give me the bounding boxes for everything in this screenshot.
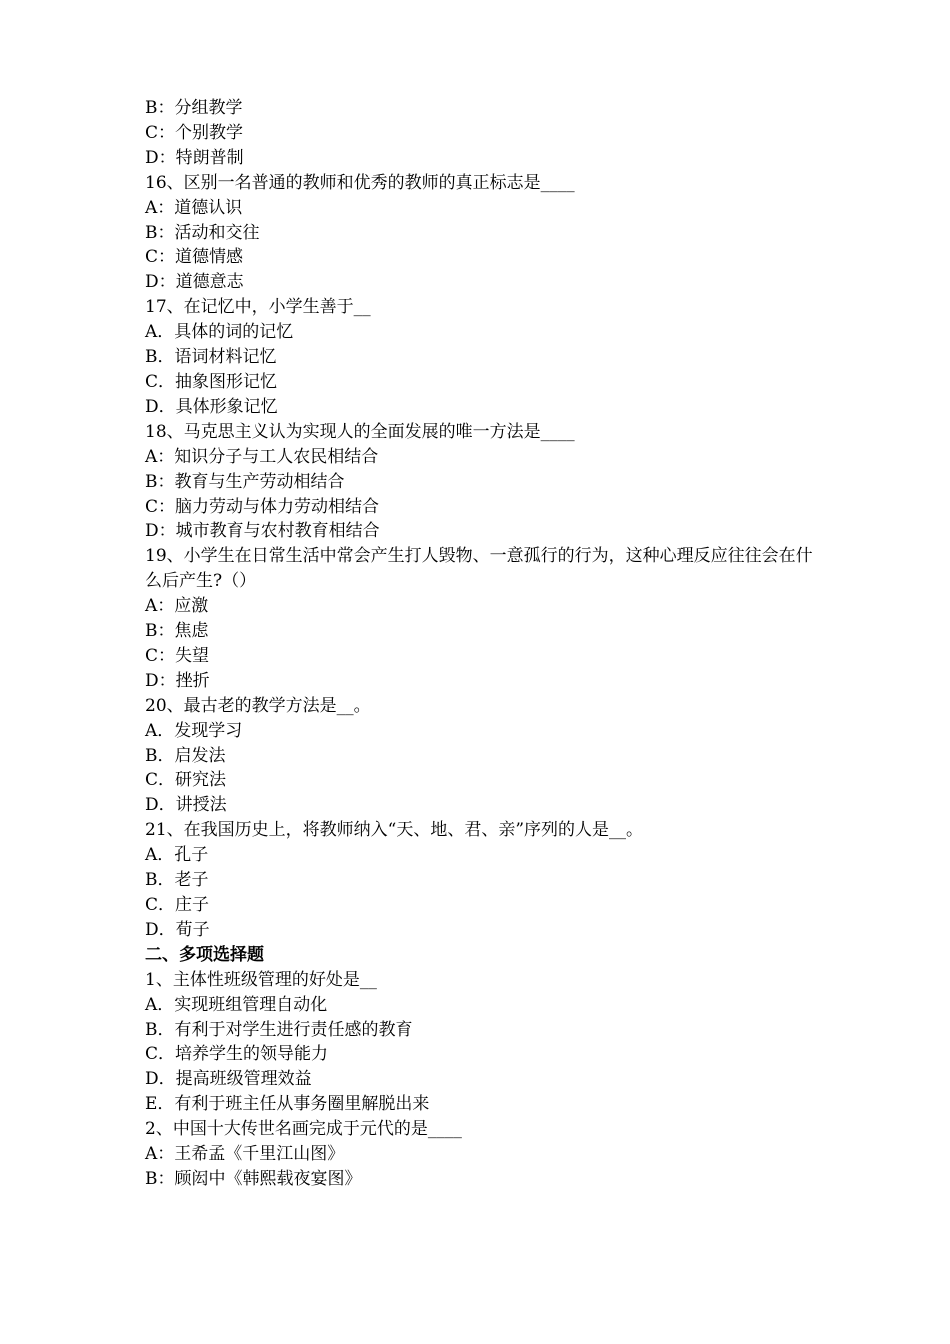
option-line: C．研究法	[145, 770, 227, 791]
option-line: B．老子	[145, 870, 209, 891]
question-21: 21、在我国历史上，将教师纳入“天、地、君、亲”序列的人是__。	[145, 820, 644, 841]
option-line: C．抽象图形记忆	[145, 371, 278, 392]
option-line: A：知识分子与工人农民相结合	[145, 446, 379, 467]
option-line: A．孔子	[145, 845, 209, 866]
option-line: B：教育与生产劳动相结合	[145, 471, 345, 492]
question-17: 17、在记忆中，小学生善于__	[145, 297, 371, 318]
option-line: B．启发法	[145, 745, 226, 766]
question-19: 19、小学生在日常生活中常会产生打人毁物、一意孤行的行为，这种心理反应往往会在什么后产生?（）	[145, 546, 813, 592]
option-line: A．具体的词的记忆	[145, 322, 294, 343]
option-line: D．讲授法	[145, 795, 227, 816]
option-line: B：活动和交往	[145, 222, 260, 243]
option-line: D．荀子	[145, 919, 210, 940]
section-heading: 二、多项选择题	[145, 944, 264, 965]
option-line: B：分组教学	[145, 98, 243, 118]
option-line: C．庄子	[145, 895, 210, 915]
option-line: D．提高班级管理效益	[145, 1069, 312, 1090]
question-20: 20、最古老的教学方法是__。	[145, 695, 371, 716]
option-line: C．培养学生的领导能力	[145, 1044, 329, 1065]
option-line: D：特朗普制	[145, 147, 244, 168]
option-line: B．语词材料记忆	[145, 347, 277, 368]
option-line: B．有利于对学生进行责任感的教育	[145, 1019, 413, 1040]
option-line: B：顾闳中《韩熙载夜宴图》	[145, 1168, 362, 1189]
option-line: D：挫折	[145, 670, 210, 691]
option-line: A：王希孟《千里江山图》	[145, 1144, 345, 1165]
option-line: B：焦虑	[145, 621, 209, 642]
document-page	[145, 96, 825, 1192]
question-multi-2: 2、中国十大传世名画完成于元代的是____	[145, 1119, 462, 1140]
option-line: A．实现班组管理自动化	[145, 994, 328, 1015]
option-line: A．发现学习	[145, 720, 243, 741]
option-line: A：应激	[145, 596, 209, 617]
question-16: 16、区别一名普通的教师和优秀的教师的真正标志是____	[145, 172, 575, 193]
question-multi-1: 1、主体性班级管理的好处是__	[145, 969, 377, 990]
option-line: C：道德情感	[145, 247, 244, 268]
option-line: D．具体形象记忆	[145, 396, 278, 417]
option-line: C：失望	[145, 645, 210, 666]
option-line: C：脑力劳动与体力劳动相结合	[145, 496, 380, 517]
option-line: C：个别教学	[145, 122, 244, 143]
question-18: 18、马克思主义认为实现人的全面发展的唯一方法是____	[145, 421, 575, 442]
option-line: D：城市教育与农村教育相结合	[145, 521, 380, 542]
option-line: A：道德认识	[145, 197, 243, 218]
option-line: D：道德意志	[145, 272, 244, 293]
option-line: E．有利于班主任从事务圈里解脱出来	[145, 1094, 430, 1115]
